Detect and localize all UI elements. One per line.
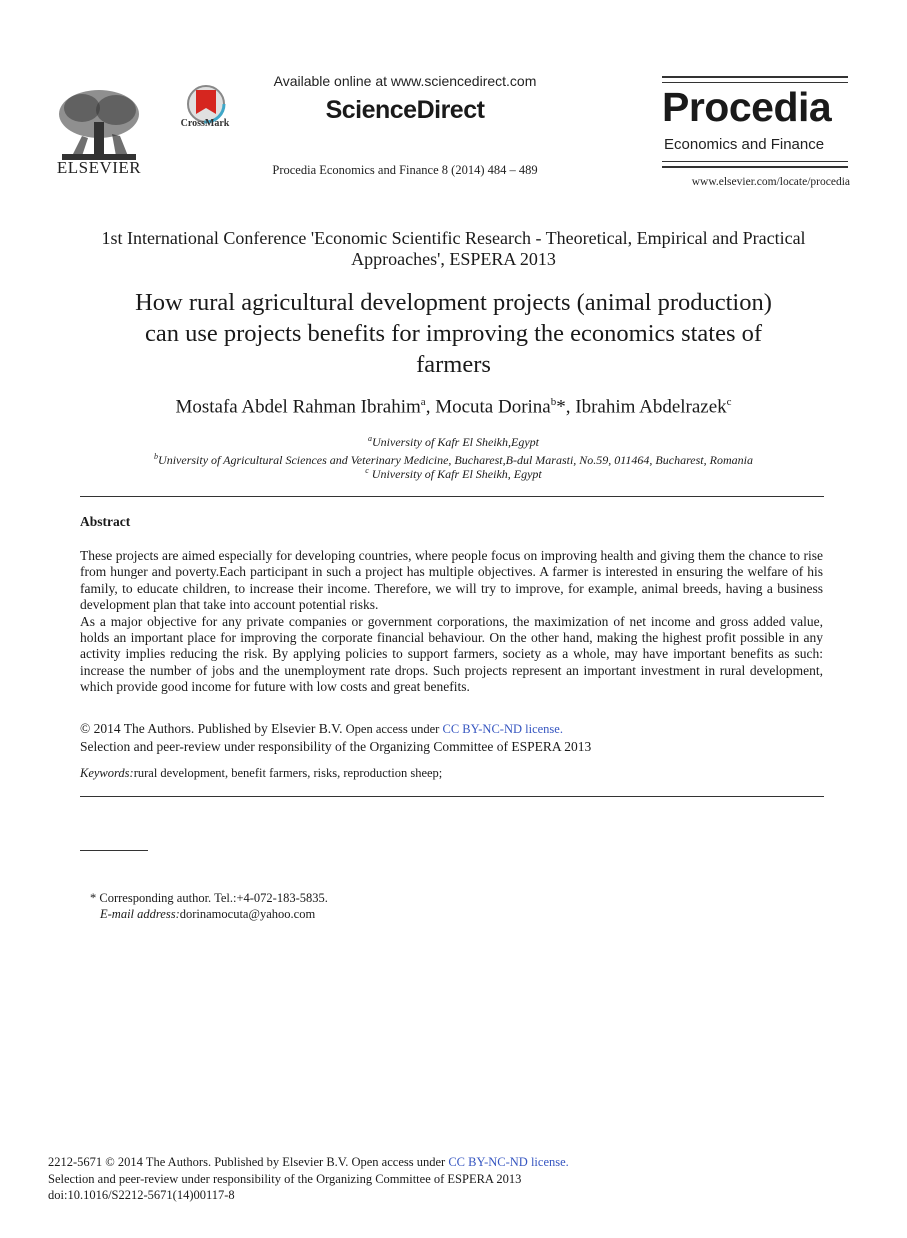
- footer-license-link[interactable]: CC BY-NC-ND license.: [448, 1155, 569, 1169]
- conference-line-1: 1st International Conference 'Economic Scientific Research - Theoretical, Empirical and Practical: [101, 228, 806, 248]
- abstract-body: [80, 548, 823, 696]
- abstract-paragraph-1: These projects are aimed especially for developing countries, where people focus on improving health and giving them the chance to rise from hunger and poverty.Each participant in such a project has multiple objectives. A farmer is interested in ensuring the welfare of his family, to educate children, to increase their income. Therefore, we will try to improve, for example, animal breeds, having a business development plan that take into account potential risks.: [80, 548, 823, 613]
- title-line-3: farmers: [416, 351, 491, 378]
- author-1: Mostafa Abdel Rahman Ibrahim: [175, 396, 421, 418]
- footer-peer-review: Selection and peer-review under responsibility of the Organizing Committee of ESPERA 2013: [48, 1171, 522, 1186]
- email-address[interactable]: dorinamocuta@yahoo.com: [179, 907, 316, 921]
- journal-reference: Procedia Economics and Finance 8 (2014) 484 – 489: [272, 163, 538, 177]
- author-3-affil: c: [726, 396, 732, 408]
- footer-doi[interactable]: doi:10.1016/S2212-5671(14)00117-8: [48, 1188, 235, 1202]
- license-link[interactable]: CC BY-NC-ND license.: [442, 722, 563, 736]
- title-line-1: How rural agricultural development projects (animal production): [135, 289, 772, 316]
- keywords-text: rural development, benefit farmers, risks, reproduction sheep;: [133, 766, 443, 780]
- open-access-text: Open access under: [342, 722, 443, 736]
- affiliation-a: [60, 434, 847, 450]
- available-online: Available online at www.sciencedirect.com: [273, 73, 537, 89]
- keywords-label: Keywords:: [80, 766, 134, 780]
- conference-line-2: Approaches', ESPERA 2013: [351, 249, 556, 269]
- author-list: [60, 396, 847, 418]
- copyright-text: © 2014 The Authors. Published by Elsevier B.V.: [80, 721, 343, 736]
- author-3: Ibrahim Abdelrazek: [575, 396, 727, 418]
- affiliation-text: University of Kafr El Sheikh, Egypt: [368, 467, 542, 481]
- corresponding-author: * Corresponding author. Tel.:+4-072-183-5835.: [90, 891, 328, 905]
- footer-copyright: [48, 1154, 808, 1171]
- publisher-name: ELSEVIER: [56, 158, 142, 177]
- journal-url[interactable]: www.elsevier.com/locate/procedia: [691, 176, 850, 188]
- affiliation-text: University of Kafr El Sheikh,Egypt: [372, 435, 539, 449]
- crossmark-label: CrossMark: [180, 118, 230, 129]
- page-footer: [48, 1154, 808, 1204]
- author-separator: ,: [425, 396, 436, 418]
- footnote-rule: [80, 850, 148, 851]
- procedia-subtitle: Economics and Finance: [664, 136, 825, 153]
- sciencedirect-logo: ScienceDirect: [325, 96, 485, 124]
- affiliation-marker: c: [365, 466, 369, 475]
- corresponding-mark: *: [556, 396, 566, 418]
- author-2-affil: b: [550, 396, 557, 408]
- footer-copyright-text: 2212-5671 © 2014 The Authors. Published by Elsevier B.V. Open access under: [48, 1155, 449, 1169]
- affiliation-text: University of Agricultural Sciences and Veterinary Medicine, Bucharest,B-dul Marasti, No.59, 011464, Bucharest, Romania: [158, 453, 753, 467]
- procedia-top-rule: [662, 76, 848, 83]
- peer-review-line: Selection and peer-review under responsibility of the Organizing Committee of ESPERA 2013: [80, 739, 592, 754]
- author-2: Mocuta Dorina: [435, 396, 551, 418]
- conference-name: [60, 228, 847, 270]
- procedia-bottom-rule: [662, 161, 848, 168]
- affiliation-marker: b: [154, 452, 159, 461]
- paper-title: [80, 287, 827, 380]
- divider-bottom: [80, 796, 824, 797]
- abstract-paragraph-2: As a major objective for any private companies or government corporations, the maximization of net income and gross added value, holds an important place for improving the corporate financial behaviour. On the other hand, making the highest profit possible in any activity implies reducing the risk. By applying policies to support farmers, society as a whole, may have important benefits as such: increase the number of jobs and the unemployment rate drops. Such projects represent an important investment in rural development, which provide good income for future with low costs and great benefits.: [80, 613, 823, 695]
- author-1-affil: a: [420, 396, 426, 408]
- email-line: [100, 907, 315, 922]
- email-label: E-mail address:: [100, 907, 180, 921]
- affiliation-marker: a: [368, 434, 373, 443]
- affiliation-c: [60, 466, 847, 482]
- abstract-heading: Abstract: [80, 514, 131, 529]
- author-separator: ,: [565, 396, 576, 418]
- copyright-line: [80, 720, 823, 738]
- copyright-block: [80, 720, 823, 755]
- title-line-2: can use projects benefits for improving the economics states of: [144, 320, 763, 347]
- divider-top: [80, 496, 824, 497]
- procedia-logo: Procedia: [662, 84, 832, 130]
- keywords: [80, 766, 823, 781]
